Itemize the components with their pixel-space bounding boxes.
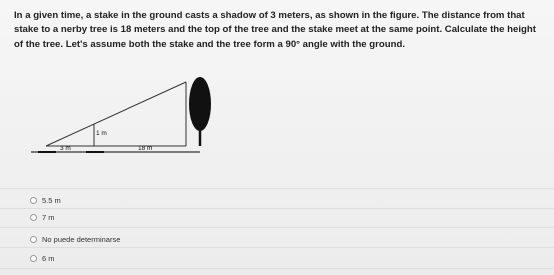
problem-figure [28, 74, 218, 164]
option-label: No puede determinarse [42, 235, 121, 244]
divider [0, 208, 554, 209]
distance-label: 18 m [138, 145, 153, 152]
radio-button[interactable] [30, 255, 37, 262]
radio-button[interactable] [30, 197, 37, 204]
triangle-diagram [28, 74, 218, 164]
divider [0, 247, 554, 248]
radio-button[interactable] [30, 214, 37, 221]
radio-button[interactable] [30, 236, 37, 243]
option-3[interactable] [30, 235, 120, 244]
divider [0, 188, 554, 189]
option-label: 6 m [42, 254, 55, 263]
option-label: 5.5 m [42, 196, 61, 205]
option-2[interactable] [30, 213, 55, 222]
sun-ray-line [46, 82, 186, 146]
shadow-label: 3 m [60, 145, 71, 152]
divider [0, 268, 554, 269]
tree-icon [189, 77, 211, 131]
option-1[interactable] [30, 196, 61, 205]
stake-label: 1 m [96, 130, 107, 137]
option-label: 7 m [42, 213, 55, 222]
option-4[interactable] [30, 254, 55, 263]
divider [0, 227, 554, 228]
question-text: In a given time, a stake in the ground casts a shadow of 3 meters, as shown in the figure. The distance from that stake to a nerby tree is 18 meters and the top of the tree and the stake meet at the same point. Calculate the height of the tree. Let's assume both the stake and the tree form a 90° angle with the ground. [14, 10, 536, 50]
